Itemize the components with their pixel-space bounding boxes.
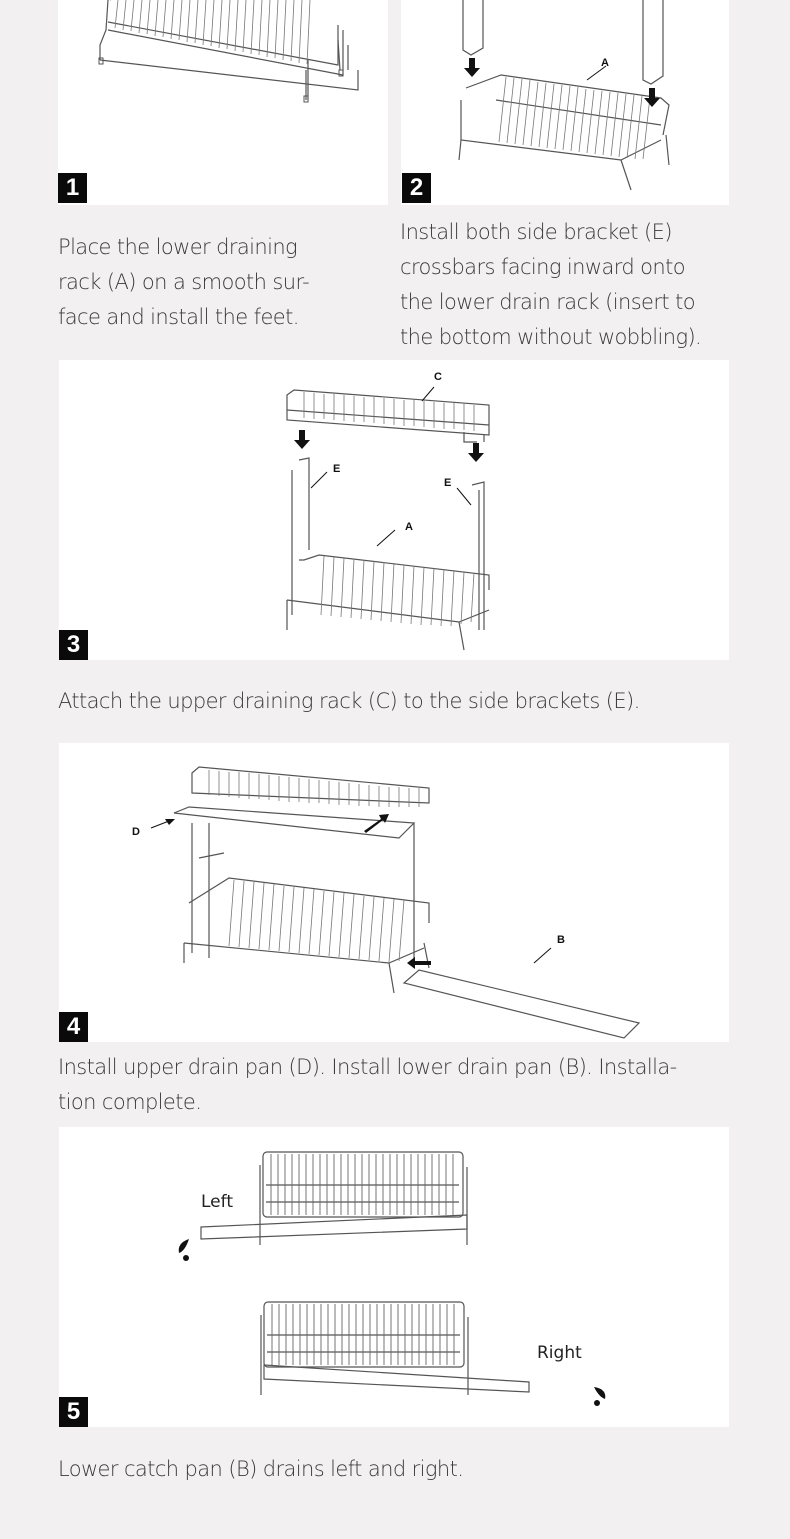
caption-line: tion complete.: [58, 1090, 202, 1114]
caption-line: face and install the feet.: [58, 305, 299, 329]
step-number-badge: 3: [59, 630, 88, 660]
down-arrow-icon: [294, 430, 310, 449]
step-number-badge: 5: [59, 1397, 88, 1427]
water-drop-icon: [594, 1387, 605, 1406]
caption-line: Place the lower draining: [58, 235, 298, 259]
caption-line: rack (A) on a smooth sur-: [58, 270, 310, 294]
part-label: E: [333, 463, 341, 475]
drain-left-label: Left: [201, 1192, 233, 1212]
step-1-illustration: [58, 0, 388, 205]
step-3-illustration: [59, 360, 729, 660]
part-label: E: [444, 477, 452, 489]
upper-rack-assembly-drawing: [59, 360, 729, 660]
side-bracket-drawing: [401, 0, 729, 205]
part-label: D: [132, 826, 140, 838]
step-4-caption: [58, 1050, 768, 1120]
lower-rack-drawing: [58, 0, 388, 205]
caption-line: Lower catch pan (B) drains left and right.: [58, 1457, 464, 1481]
part-label: A: [601, 57, 609, 69]
part-label: A: [405, 521, 413, 533]
part-label: B: [557, 934, 565, 946]
drain-direction-drawing: [59, 1127, 729, 1427]
caption-line: crossbars facing inward onto: [400, 255, 686, 279]
water-drop-icon: [179, 1239, 189, 1261]
caption-line: Install both side bracket (E): [400, 220, 672, 244]
down-arrow-icon: [464, 58, 480, 77]
drain-right-label: Right: [537, 1343, 582, 1363]
down-arrow-icon: [468, 443, 484, 462]
step-2-illustration: [401, 0, 729, 205]
step-5-caption: [58, 1452, 758, 1487]
caption-line: Attach the upper draining rack (C) to the side brackets (E).: [58, 689, 640, 713]
step-2-caption: [400, 215, 740, 355]
drain-pan-install-drawing: [59, 743, 729, 1042]
step-1-caption: [58, 230, 358, 335]
caption-line: Install upper drain pan (D). Install lower drain pan (B). Installa-: [58, 1055, 677, 1079]
step-3-caption: [58, 684, 758, 719]
insert-arrow-icon: [364, 814, 389, 833]
step-number-badge: 4: [59, 1012, 88, 1042]
step-4-illustration: [59, 743, 729, 1042]
step-number-badge: 2: [402, 173, 431, 203]
caption-line: the lower drain rack (insert to: [400, 290, 695, 314]
caption-line: the bottom without wobbling).: [400, 325, 702, 349]
step-5-illustration: [59, 1127, 729, 1427]
part-label: C: [434, 371, 442, 383]
step-number-badge: 1: [58, 173, 87, 203]
